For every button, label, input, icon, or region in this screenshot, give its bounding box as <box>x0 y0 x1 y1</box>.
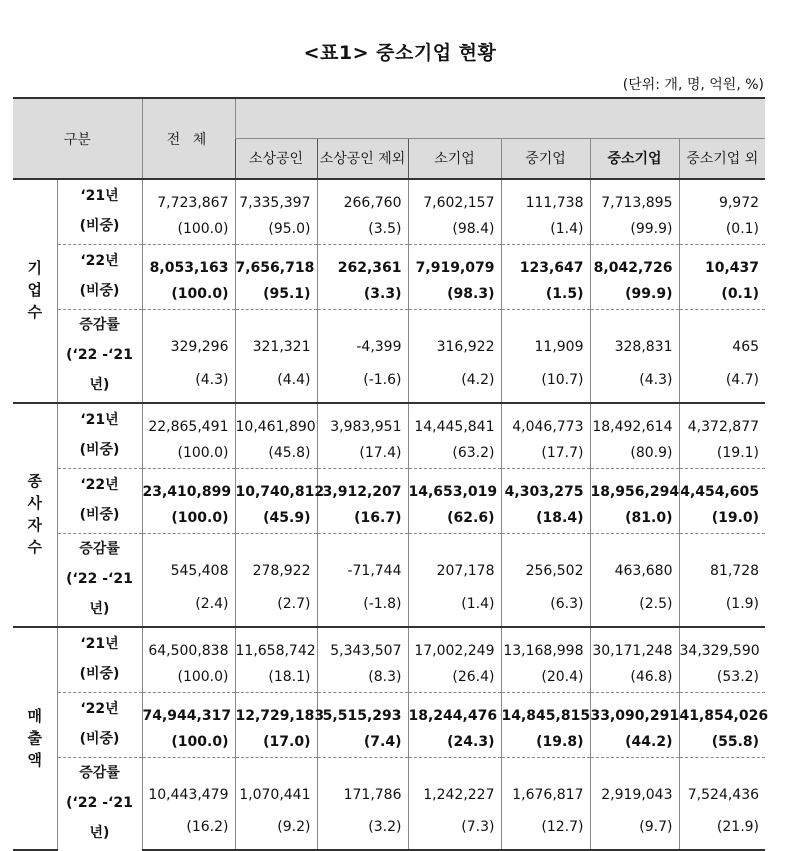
value-cell: 3,983,951 <box>317 403 408 437</box>
value-cell: 74,944,317 <box>142 693 235 727</box>
value-cell: 321,321 <box>235 310 317 358</box>
row-label-sub: (비중) <box>79 731 120 747</box>
header-total: 전 체 <box>142 98 235 179</box>
value-cell: 23,410,899 <box>142 469 235 503</box>
row-label <box>57 179 142 245</box>
share-cell: (99.9) <box>590 213 679 245</box>
share-cell: (1.5) <box>501 278 590 310</box>
value-cell: 207,178 <box>408 534 501 582</box>
share-cell: (-1.8) <box>317 581 408 627</box>
row-label <box>57 310 142 404</box>
row-label-sub: (비중) <box>79 507 120 523</box>
value-cell: 10,461,890 <box>235 403 317 437</box>
share-cell: (3.5) <box>317 213 408 245</box>
row-label <box>57 534 142 628</box>
share-cell: (24.3) <box>408 726 501 758</box>
header-col-1: 소상공인 제외 <box>317 138 408 179</box>
value-cell: -4,399 <box>317 310 408 358</box>
share-cell: (1.9) <box>679 581 765 627</box>
share-cell: (98.4) <box>408 213 501 245</box>
value-cell: 10,437 <box>679 245 765 279</box>
value-cell: 18,492,614 <box>590 403 679 437</box>
share-cell: (2.7) <box>235 581 317 627</box>
sme-status-table <box>13 97 769 851</box>
value-cell: 7,602,157 <box>408 179 501 213</box>
share-cell: (16.2) <box>142 805 235 850</box>
value-cell: 4,454,605 <box>679 469 765 503</box>
share-cell: (9.7) <box>590 805 679 850</box>
row-label-period: ‘22년 <box>80 701 119 717</box>
value-cell: 34,329,590 <box>679 627 765 661</box>
share-cell: (100.0) <box>142 502 235 534</box>
table-row <box>13 693 765 727</box>
table-row <box>13 310 765 358</box>
value-cell: 5,515,293 <box>317 693 408 727</box>
value-cell: 5,343,507 <box>317 627 408 661</box>
value-cell: 465 <box>679 310 765 358</box>
header-col-2: 소기업 <box>408 138 501 179</box>
row-label-period: 증감률 <box>79 541 120 557</box>
value-cell: 7,919,079 <box>408 245 501 279</box>
table-row <box>13 534 765 582</box>
table-row <box>13 245 765 279</box>
share-cell: (2.4) <box>142 581 235 627</box>
value-cell: 3,912,207 <box>317 469 408 503</box>
row-label <box>57 245 142 310</box>
value-cell: 4,303,275 <box>501 469 590 503</box>
unit-note: (단위: 개, 명, 억원, %) <box>622 77 764 93</box>
value-cell: 12,729,183 <box>235 693 317 727</box>
share-cell: (53.2) <box>679 661 765 693</box>
row-label-period: ‘21년 <box>80 188 119 204</box>
header-col-5: 중소기업 외 <box>679 138 765 179</box>
row-label-sub: (‘22 -‘21년) <box>66 795 133 841</box>
value-cell: 8,042,726 <box>590 245 679 279</box>
value-cell: 10,740,812 <box>235 469 317 503</box>
share-cell: (99.9) <box>590 278 679 310</box>
row-label <box>57 693 142 758</box>
value-cell: 4,372,877 <box>679 403 765 437</box>
table-row <box>13 179 765 213</box>
table-row <box>13 469 765 503</box>
share-cell: (100.0) <box>142 213 235 245</box>
value-cell: 14,845,815 <box>501 693 590 727</box>
share-cell: (81.0) <box>590 502 679 534</box>
share-cell: (20.4) <box>501 661 590 693</box>
share-cell: (16.7) <box>317 502 408 534</box>
share-cell: (19.8) <box>501 726 590 758</box>
value-cell: 33,090,291 <box>590 693 679 727</box>
value-cell: 22,865,491 <box>142 403 235 437</box>
value-cell: 316,922 <box>408 310 501 358</box>
section-label <box>13 403 57 627</box>
value-cell: 2,919,043 <box>590 758 679 805</box>
share-cell: (80.9) <box>590 437 679 469</box>
share-cell: (45.9) <box>235 502 317 534</box>
share-cell: (95.1) <box>235 278 317 310</box>
value-cell: 256,502 <box>501 534 590 582</box>
value-cell: 18,244,476 <box>408 693 501 727</box>
share-cell: (19.1) <box>679 437 765 469</box>
share-cell: (46.8) <box>590 661 679 693</box>
value-cell: 7,723,867 <box>142 179 235 213</box>
header-spacer <box>235 98 765 138</box>
share-cell: (100.0) <box>142 437 235 469</box>
row-label-sub: (비중) <box>79 283 120 299</box>
row-label <box>57 627 142 693</box>
share-cell: (6.3) <box>501 581 590 627</box>
value-cell: 41,854,026 <box>679 693 765 727</box>
share-cell: (-1.6) <box>317 357 408 403</box>
table-body <box>13 179 769 850</box>
value-cell: 64,500,838 <box>142 627 235 661</box>
share-cell: (98.3) <box>408 278 501 310</box>
table-title: <표1> 중소기업 현황 <box>303 42 497 64</box>
value-cell: 7,524,436 <box>679 758 765 805</box>
value-cell: 171,786 <box>317 758 408 805</box>
share-cell: (63.2) <box>408 437 501 469</box>
value-cell: -71,744 <box>317 534 408 582</box>
row-label-sub: (비중) <box>79 218 120 234</box>
value-cell: 14,445,841 <box>408 403 501 437</box>
value-cell: 10,443,479 <box>142 758 235 805</box>
share-cell: (17.7) <box>501 437 590 469</box>
header-category: 구분 <box>13 98 142 179</box>
value-cell: 7,713,895 <box>590 179 679 213</box>
section-label-text: 종 사 자 수 <box>27 472 42 556</box>
value-cell: 7,656,718 <box>235 245 317 279</box>
share-cell: (18.4) <box>501 502 590 534</box>
table-row <box>13 627 765 661</box>
row-label-period: 증감률 <box>79 765 120 781</box>
section-label-text: 기 업 수 <box>27 259 42 321</box>
value-cell: 266,760 <box>317 179 408 213</box>
table-row <box>13 758 765 805</box>
share-cell: (21.9) <box>679 805 765 850</box>
row-label-period: ‘21년 <box>80 412 119 428</box>
value-cell: 262,361 <box>317 245 408 279</box>
share-cell: (100.0) <box>142 726 235 758</box>
header-col-4: 중소기업 <box>590 138 679 179</box>
value-cell: 9,972 <box>679 179 765 213</box>
header-col-0: 소상공인 <box>235 138 317 179</box>
value-cell: 18,956,294 <box>590 469 679 503</box>
row-label <box>57 758 142 851</box>
row-label-period: ‘22년 <box>80 253 119 269</box>
share-cell: (7.4) <box>317 726 408 758</box>
share-cell: (0.1) <box>679 213 765 245</box>
share-cell: (8.3) <box>317 661 408 693</box>
share-cell: (4.3) <box>590 357 679 403</box>
value-cell: 11,658,742 <box>235 627 317 661</box>
share-cell: (3.2) <box>317 805 408 850</box>
row-label-sub: (‘22 -‘21년) <box>66 347 133 393</box>
share-cell: (62.6) <box>408 502 501 534</box>
value-cell: 545,408 <box>142 534 235 582</box>
section-label <box>13 179 57 403</box>
share-cell: (2.5) <box>590 581 679 627</box>
row-label-period: ‘21년 <box>80 636 119 652</box>
value-cell: 17,002,249 <box>408 627 501 661</box>
section-label-text: 매 출 액 <box>27 706 42 769</box>
share-cell: (4.3) <box>142 357 235 403</box>
value-cell: 8,053,163 <box>142 245 235 279</box>
share-cell: (55.8) <box>679 726 765 758</box>
share-cell: (3.3) <box>317 278 408 310</box>
row-label-period: ‘22년 <box>80 477 119 493</box>
value-cell: 11,909 <box>501 310 590 358</box>
value-cell: 7,335,397 <box>235 179 317 213</box>
value-cell: 13,168,998 <box>501 627 590 661</box>
share-cell: (26.4) <box>408 661 501 693</box>
table-row <box>13 403 765 437</box>
value-cell: 1,070,441 <box>235 758 317 805</box>
share-cell: (10.7) <box>501 357 590 403</box>
section-label <box>13 627 57 850</box>
share-cell: (100.0) <box>142 661 235 693</box>
share-cell: (4.4) <box>235 357 317 403</box>
share-cell: (18.1) <box>235 661 317 693</box>
value-cell: 463,680 <box>590 534 679 582</box>
value-cell: 1,676,817 <box>501 758 590 805</box>
share-cell: (4.7) <box>679 357 765 403</box>
row-label-period: 증감률 <box>79 317 120 333</box>
share-cell: (17.0) <box>235 726 317 758</box>
value-cell: 14,653,019 <box>408 469 501 503</box>
value-cell: 81,728 <box>679 534 765 582</box>
row-label-sub: (비중) <box>79 442 120 458</box>
value-cell: 278,922 <box>235 534 317 582</box>
row-label <box>57 469 142 534</box>
share-cell: (4.2) <box>408 357 501 403</box>
value-cell: 1,242,227 <box>408 758 501 805</box>
row-label-sub: (비중) <box>79 666 120 682</box>
share-cell: (9.2) <box>235 805 317 850</box>
share-cell: (19.0) <box>679 502 765 534</box>
value-cell: 329,296 <box>142 310 235 358</box>
share-cell: (1.4) <box>408 581 501 627</box>
value-cell: 123,647 <box>501 245 590 279</box>
share-cell: (100.0) <box>142 278 235 310</box>
row-label <box>57 403 142 469</box>
share-cell: (1.4) <box>501 213 590 245</box>
value-cell: 328,831 <box>590 310 679 358</box>
share-cell: (44.2) <box>590 726 679 758</box>
value-cell: 111,738 <box>501 179 590 213</box>
share-cell: (17.4) <box>317 437 408 469</box>
share-cell: (0.1) <box>679 278 765 310</box>
share-cell: (7.3) <box>408 805 501 850</box>
share-cell: (95.0) <box>235 213 317 245</box>
share-cell: (12.7) <box>501 805 590 850</box>
value-cell: 30,171,248 <box>590 627 679 661</box>
share-cell: (45.8) <box>235 437 317 469</box>
row-label-sub: (‘22 -‘21년) <box>66 571 133 617</box>
header-col-3: 중기업 <box>501 138 590 179</box>
value-cell: 4,046,773 <box>501 403 590 437</box>
